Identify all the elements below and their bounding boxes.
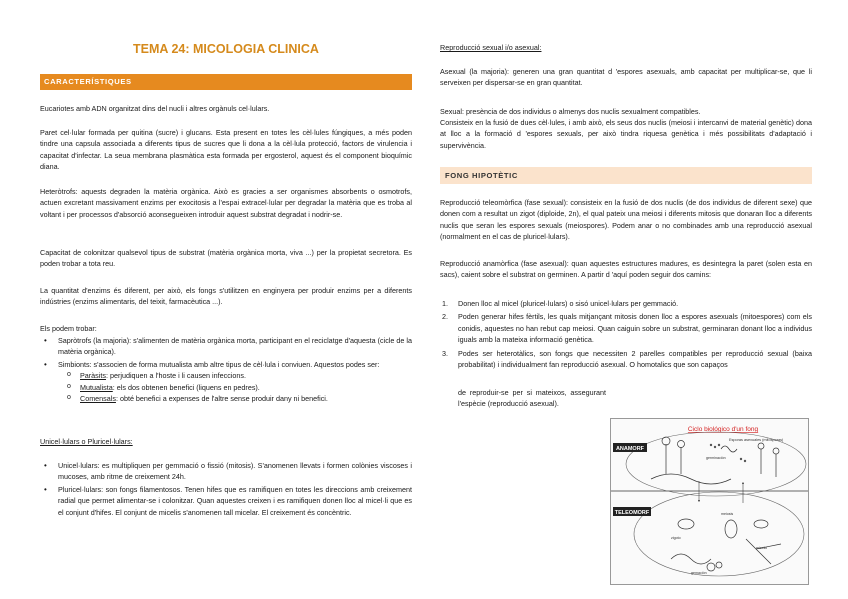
paragraph-anamorfica: Reproducció anamòrfica (fase asexual): quan aquestes estructures madures, es desintegra la paret (solen esta en sacs), caient sobre el substrat on germinen. A partir d 'aquí poden seguir dos camins: <box>440 259 812 280</box>
sub-item-mutualista <box>40 382 412 393</box>
label-teleomorf: TELEOMORF <box>614 510 650 516</box>
label-comensals: Comensals <box>80 394 116 404</box>
label-parasits: Paràsits <box>80 371 106 381</box>
text-parasits: : perjudiquen a l'hoste i li causen infeccions. <box>105 371 246 381</box>
sub-item-parasits <box>40 370 412 381</box>
section-header-fong-hipotetic: FONG HIPOTÈTIC <box>440 167 812 184</box>
paragraph-podem-trobar: Els podem trobar: <box>40 324 97 333</box>
paragraph-heterotrofs: Heteròtrofs: aquests degraden la matèria orgànica. Això es gracies a ser organismes absorbents o osmotrofs, actuen excretant massivament enzims per exocitosis a l'espai extracel·lular per degradar la matèria que es troba al voltant i per processos d'absorció aconsegueixen introduir aquest substrat degradat i nodrir-se. <box>40 187 412 219</box>
paragraph-eucariotes: Eucariotes amb ADN organitzat dins del nucli i altres orgànuls cel·lulars. <box>40 104 270 113</box>
label-zigoto: zigoto <box>671 536 681 540</box>
teleomorf-cycle-outline <box>634 492 804 576</box>
heading-unicelulars: Unicel·lulars o Pluricel·lulars: <box>40 437 133 446</box>
paragraph-enzims: La quantitat d'enzims és diferent, per això, els fongs s'utilitzen en enginyera per produir enzims per a diferents indústries (enzims alimentaris, del teixit, farmacèutica ...). <box>40 286 412 307</box>
paragraph-colonitzar: Capacitat de colonitzar qualsevol tipus de substrat (matèria orgànica morta, viva ...) per la propietat secretora. Es poden trobar a tota reu. <box>40 248 412 269</box>
list-unicelulars <box>40 460 412 518</box>
list-trobar <box>40 335 412 404</box>
paragraph-teleomorfica: Reproducció teleomòrfica (fase sexual): consisteix en la fusió de dos nuclis (de dos individus de diferent sexe) que donen com a resultat un zigot (diploide, 2n), el qual pateix una meiosi i diferents mitosis que donaran lloc a diferents nuclis que seran les espores sexuals (meiospores). Podem anar o no combinades amb una reproducció asexual (normalment en el cas de pluricel·lulars). <box>440 198 812 242</box>
paragraph-paret: Paret cel·lular formada per quitina (sucre) i glucans. Esta present en totes les cèl·lules fúngiques, a més poden tindre una capsula associada a diferents tipus de sucres que li dona a la cèl·lula protecció, factors de virulencia i capacitat d'infectar. La seua membrana plasmàtica esta formada per ergosterol, aquest és el component bioquímic diana. <box>40 128 412 172</box>
label-germinacion: germinación <box>706 456 726 460</box>
section-header-caracteristiques: CARACTERÍSTIQUES <box>40 74 412 90</box>
label-micelio: micelio <box>756 546 768 550</box>
conidiophore-drawings <box>651 437 779 484</box>
numbered-item-1: 1. Donen lloc al micel (pluricel·lulars) o sisó unicel·lulars per gemmació. <box>442 299 679 308</box>
numbered-item-1-text: Donen lloc al micel (pluricel·lulars) o sisó unicel·lulars per gemmació. <box>458 299 679 308</box>
page-title: TEMA 24: MICOLOGIA CLINICA <box>133 42 319 56</box>
heading-reproduccio: Reproducció sexual i/o asexual: <box>440 43 542 52</box>
list-item-simbionts: • Simbionts: s'associen de forma mutualista amb altre tipus de cèl·lula i conviuen. Aquestos podes ser: <box>40 359 412 370</box>
label-meiosis: meiosis <box>721 512 734 516</box>
teleomorf-drawings <box>671 519 781 571</box>
label-anamorf: ANAMORF <box>615 446 645 452</box>
numbered-item-2-text: Poden generar hifes fèrtils, les quals mitjançant mitosis donen lloc a espores asexuals (mitoespores) com els conidis, aquestes no han rebut cap meiosi. Quan caiguin sobre un substrat, germinaran donant lloc a individus iguals amb la mateixa informació genètica. <box>458 312 812 345</box>
list-item-unicelulars: • Unicel·lulars: es multipliquen per gemmació o fissió (mitosis). S'anomenen llevats i formen colònies viscoses i mucoses, amb ritme de creixement 24h. <box>40 460 412 483</box>
paragraph-fusio: Consisteix en la fusió de dues cèl·lules, i amb això, els seus dos nuclis (meiosi i intercanvi de material genètic) dona at lloc a la formació d 'espores sexuals, per això tindra riquesa genètica i més possibilitats d'adaptació i supervivència. <box>440 118 812 150</box>
diagram-title: Ciclo biológico d'un fong <box>687 426 759 433</box>
numbered-list <box>440 298 812 370</box>
numbered-item-2: 2. Poden generar hifes fèrtils, les quals mitjançant mitosis donen lloc a espores asexuals (mitoespores) com els conidis, aquestes no han rebut cap meiosi. Quan caiguin sobre un substrat, germinaran donant lloc a individus iguals amb la mateixa informació genètica. <box>442 312 812 345</box>
label-gemacion: gemación <box>691 571 707 575</box>
text-comensals: : obté benefici a expenses de l'altre sense produir dany ni benefici. <box>115 394 328 404</box>
label-mutualista: Mutualista <box>80 382 113 392</box>
list-item-pluricelulars: • Pluricel·lulars: son fongs filamentosos. Tenen hifes que es ramifiquen en totes les direccions amb creixement radial que permet alimentar-se i colonitzar. Quan aquestes creixen i es ramifiquen donen lloc al micel·li que es el conjunt d'hifes. El conjunt de micelis s'anomenen tall micelar. El creixement és concèntric. <box>40 484 412 518</box>
life-cycle-svg <box>611 419 808 584</box>
sub-item-comensals <box>40 393 412 404</box>
label-spores: Esporas asexuales (mitosporas) <box>729 438 784 442</box>
paragraph-sexual: Sexual: presència de dos individus o almenys dos nuclis sexualment compatibles. <box>440 107 701 116</box>
numbered-item-3-continuation: de reproduir-se per si mateixos, assegurant l'espècie (reproducció asexual). <box>458 388 606 409</box>
fungal-life-cycle-diagram <box>610 418 809 585</box>
list-item-saprotrofs: • Sapròtrofs (la majoria): s'alimenten de matèria orgànica morta, participant en el reciclatge d'aquesta (cicle de la matèria orgànica). <box>40 335 412 358</box>
numbered-item-3-text: Podes ser heterotàlics, son fongs que necessiten 2 parelles compatibles per reproducció sexual (baixa probabilitat) i individualment fan reproducció asexual. O homotalics que son capaços <box>458 348 812 370</box>
numbered-item-3: 3. Podes ser heterotàlics, son fongs que necessiten 2 parelles compatibles per reproducció sexual (baixa probabilitat) i individualment fan reproducció asexual. O homotalics que son capaços <box>442 348 812 370</box>
paragraph-asexual: Asexual (la majoria): generen una gran quantitat d 'espores asexuals, amb capacitat per multiplicar-se, que li serveixen per dispersar-se en gran quantitat. <box>440 67 812 88</box>
text-mutualista: : els dos obtenen benefici (liquens en pedres). <box>112 382 260 392</box>
